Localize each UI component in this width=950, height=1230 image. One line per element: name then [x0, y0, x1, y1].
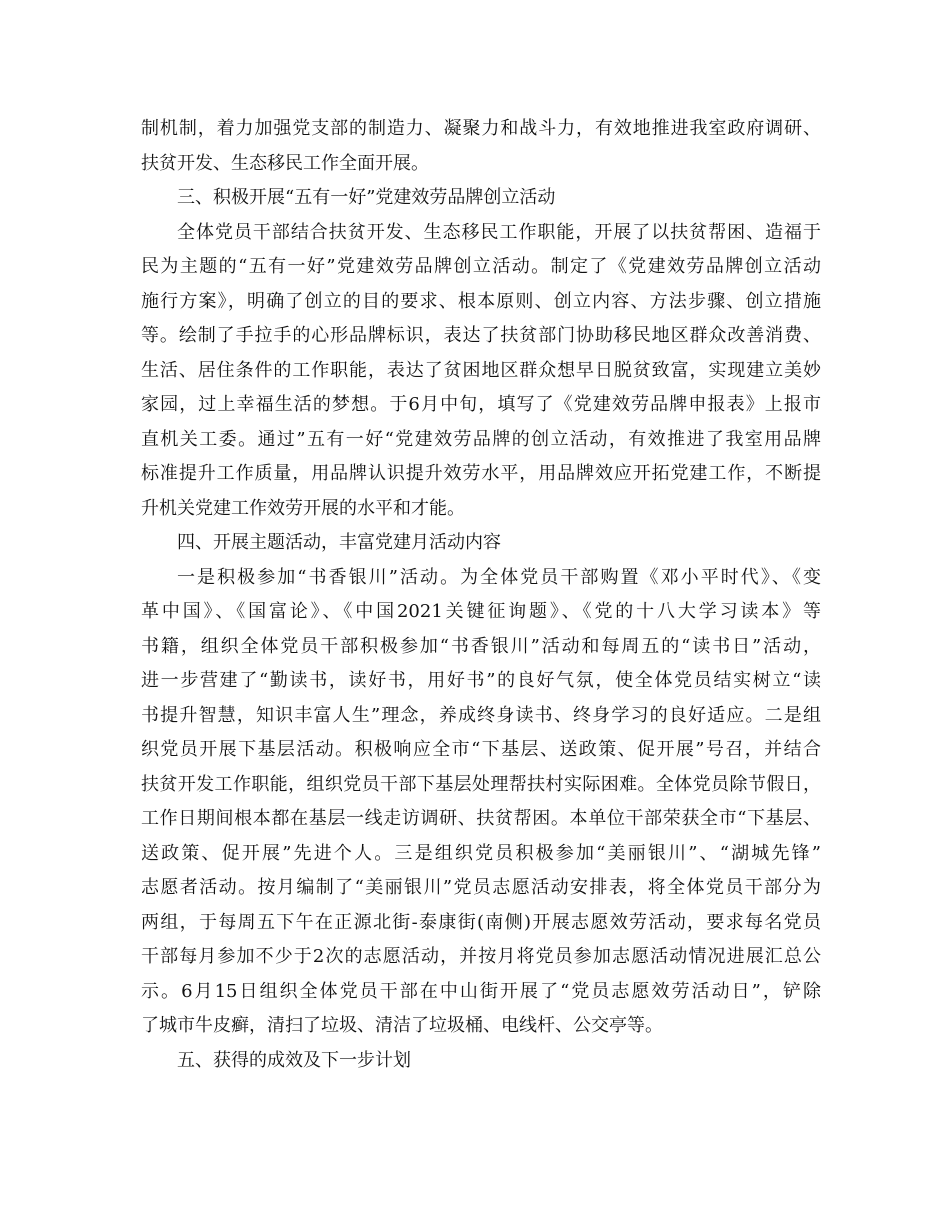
paragraph-line: 书籍，组织全体党员干部积极参加“书香银川”活动和每周五的“读书日”活动， [141, 635, 821, 657]
paragraph-line: 全体党员干部结合扶贫开发、生态移民工作职能，开展了以扶贫帮困、造福于 [177, 221, 821, 243]
paragraph-line: 书提升智慧，知识丰富人生”理念，养成终身读书、终身学习的良好适应。二是组 [141, 704, 821, 726]
paragraph-line: 扶贫开发、生态移民工作全面开展。 [141, 152, 429, 174]
section-heading: 五、获得的成效及下一步计划 [177, 1049, 411, 1071]
paragraph-line: 直机关工委。通过”五有一好“党建效劳品牌的创立活动，有效推进了我室用品牌 [141, 428, 821, 450]
paragraph-line: 生活、居住条件的工作职能，表达了贫困地区群众想早日脱贫致富，实现建立美妙 [141, 359, 821, 381]
paragraph-line: 家园，过上幸福生活的梦想。于6月中旬，填写了《党建效劳品牌申报表》上报市 [141, 394, 821, 415]
section-heading: 三、积极开展“五有一好”党建效劳品牌创立活动 [177, 187, 556, 208]
paragraph-line: 施行方案》，明确了创立的目的要求、根本原则、创立内容、方法步骤、创立措施 [141, 290, 821, 312]
paragraph-line: 升机关党建工作效劳开展的水平和才能。 [141, 497, 465, 519]
body-text [141, 112, 821, 1078]
paragraph-line: 示。6月15日组织全体党员干部在中山街开展了“党员志愿效劳活动日”，铲除 [141, 980, 821, 1002]
paragraph-line: 制机制，着力加强党支部的制造力、凝聚力和战斗力，有效地推进我室政府调研、 [141, 118, 821, 139]
paragraph-line: 工作日期间根本都在基层一线走访调研、扶贫帮困。本单位干部荣获全市“下基层、 [141, 808, 821, 829]
paragraph-line: 扶贫开发工作职能，组织党员干部下基层处理帮扶村实际困难。全体党员除节假日， [141, 773, 821, 795]
paragraph-line: 两组，于每周五下午在正源北街-泰康街(南侧)开展志愿效劳活动，要求每名党员 [141, 911, 821, 933]
paragraph-line: 进一步营建了“勤读书，读好书，用好书”的良好气氛，使全体党员结实树立“读 [141, 670, 821, 691]
paragraph-line: 了城市牛皮癣，清扫了垃圾、清洁了垃圾桶、电线杆、公交亭等。 [141, 1015, 663, 1036]
paragraph-line: 干部每月参加不少于2次的志愿活动，并按月将党员参加志愿活动情况进展汇总公 [141, 946, 821, 967]
paragraph-line: 民为主题的“五有一好”党建效劳品牌创立活动。制定了《党建效劳品牌创立活动 [141, 256, 821, 277]
paragraph-line: 革中国》、《国富论》、《中国2021关键征询题》、《党的十八大学习读本》等 [141, 601, 821, 622]
paragraph-line: 标准提升工作质量，用品牌认识提升效劳水平，用品牌效应开拓党建工作，不断提 [141, 463, 821, 484]
paragraph-line: 志愿者活动。按月编制了“美丽银川”党员志愿活动安排表，将全体党员干部分为 [141, 877, 821, 898]
paragraph-line: 织党员开展下基层活动。积极响应全市“下基层、送政策、促开展”号召，并结合 [141, 739, 821, 760]
section-heading: 四、开展主题活动，丰富党建月活动内容 [177, 532, 501, 553]
paragraph-line: 等。绘制了手拉手的心形品牌标识，表达了扶贫部门协助移民地区群众改善消费、 [141, 325, 821, 346]
paragraph-line: 一是积极参加“书香银川”活动。为全体党员干部购置《邓小平时代》、《变 [177, 566, 821, 588]
paragraph-line: 送政策、促开展”先进个人。三是组织党员积极参加“美丽银川”、“湖城先锋” [141, 842, 821, 864]
